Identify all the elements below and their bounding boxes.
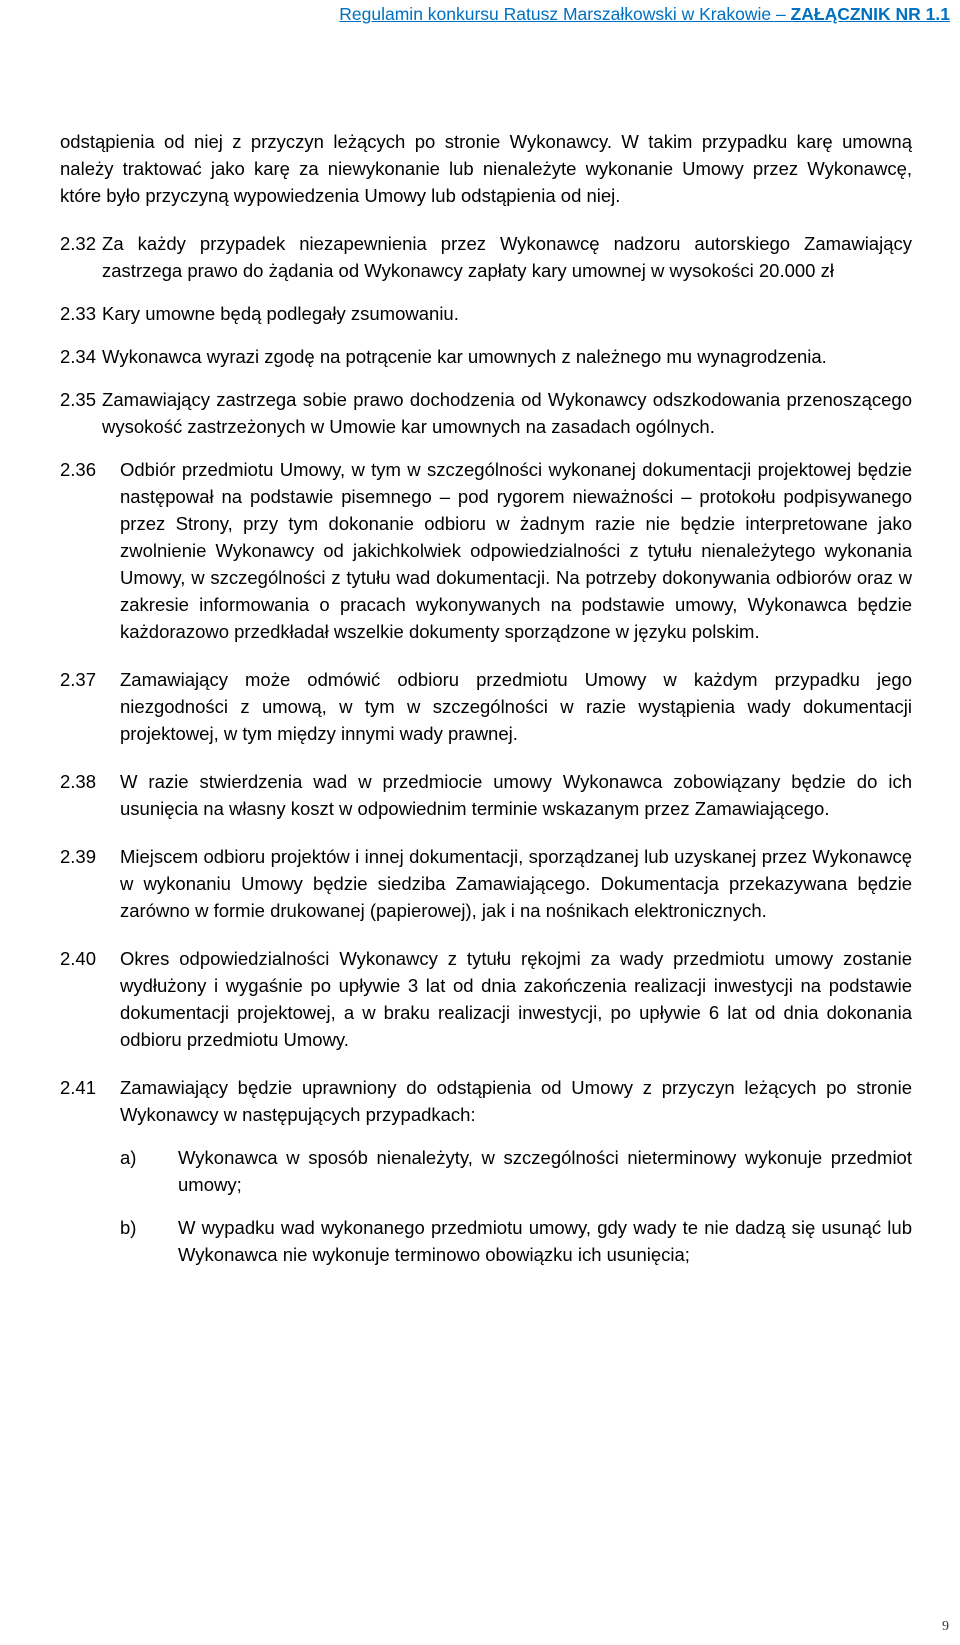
clause-text: Odbiór przedmiotu Umowy, w tym w szczególności wykonanej dokumentacji projektowej będzie następował na podstawie pisemnego – pod rygorem nieważności – protokołu podpisywanego przez Strony, przy tym dokonanie odbioru w żadnym razie nie będzie interpretowane jako zwolnienie Wykonawcy od jakichkolwiek odpowiedzialności z tytułu nienależytego wykonania Umowy, w szczególności z tytułu wad dokumentacji. Na potrzeby dokonywania odbiorów oraz w zakresie informowania o pracach wykonywanych na podstawie umowy, Wykonawca będzie każdorazowo przedkładał wszelkie dokumenty sporządzone w języku polskim.: [120, 459, 912, 642]
subitem-label: a): [120, 1147, 137, 1168]
subitem-label: b): [120, 1217, 137, 1238]
clause-2-40: [60, 945, 912, 1053]
clause-2-36: [60, 456, 912, 645]
clause-number: 2.41: [60, 1077, 97, 1098]
clause-number: 2.35: [60, 389, 97, 410]
clause-text: Okres odpowiedzialności Wykonawcy z tytułu rękojmi za wady przedmiotu umowy zostanie wydłużony i wygaśnie po upływie 3 lat od dnia zakończenia realizacji inwestycji na podstawie dokumentacji projektowej, a w braku realizacji inwestycji, po upływie 6 lat od dnia dokonania odbioru przedmiotu Umowy.: [120, 948, 912, 1050]
subitem-b: [120, 1214, 912, 1268]
page-number: 9: [942, 1619, 949, 1634]
clause-2-34: [60, 343, 912, 370]
clause-number: 2.38: [60, 771, 97, 792]
clause-text: Zamawiający będzie uprawniony do odstąpienia od Umowy z przyczyn leżących po stronie Wykonawcy w następujących przypadkach:: [120, 1077, 912, 1125]
clause-text: W razie stwierdzenia wad w przedmiocie umowy Wykonawca zobowiązany będzie do ich usunięcia na własny koszt w odpowiednim terminie wskazanym przez Zamawiającego.: [120, 771, 912, 819]
subitem-a: [120, 1144, 912, 1198]
subitem-text: Wykonawca w sposób nienależyty, w szczególności nieterminowy wykonuje przedmiot umowy;: [178, 1147, 912, 1195]
page-header: [339, 4, 950, 25]
clause-2-39: [60, 843, 912, 924]
clause-2-38: [60, 768, 912, 822]
clause-2-33: [60, 300, 912, 327]
clause-text: Kary umowne będą podlegały zsumowaniu.: [102, 303, 459, 324]
clause-2-32: [60, 230, 912, 284]
clause-2-41: [60, 1074, 912, 1128]
clause-number: 2.34: [60, 346, 97, 367]
clause-text: Zamawiający może odmówić odbioru przedmiotu Umowy w każdym przypadku jego niezgodności z umową, w tym w szczególności w razie wystąpienia wady dokumentacji projektowej, w tym między innymi wady prawnej.: [120, 669, 912, 744]
clause-text: Wykonawca wyrazi zgodę na potrącenie kar umownych z należnego mu wynagrodzenia.: [102, 346, 827, 367]
clause-2-37: [60, 666, 912, 747]
clause-number: 2.40: [60, 948, 97, 969]
clause-number: 2.37: [60, 669, 97, 690]
header-attachment-label: ZAŁĄCZNIK NR 1.1: [790, 4, 950, 24]
clause-2-35: [60, 386, 912, 440]
clause-number: 2.32: [60, 233, 97, 254]
clause-text: Miejscem odbioru projektów i innej dokumentacji, sporządzanej lub uzyskanej przez Wykonawcę w wykonaniu Umowy będzie siedziba Zamawiającego. Dokumentacja przekazywana będzie zarówno w formie drukowanej (papierowej), jak i na nośnikach elektronicznych.: [120, 846, 912, 921]
clause-number: 2.36: [60, 459, 97, 480]
intro-paragraph: odstąpienia od niej z przyczyn leżących po stronie Wykonawcy. W takim przypadku karę umowną należy traktować jako karę za niewykonanie lub nienależyte wykonanie Umowy przez Wykonawcę, które było przyczyną wypowiedzenia Umowy lub odstąpienia od niej.: [60, 131, 912, 206]
header-title: Regulamin konkursu Ratusz Marszałkowski w Krakowie –: [339, 4, 791, 24]
clause-text: Zamawiający zastrzega sobie prawo dochodzenia od Wykonawcy odszkodowania przenoszącego wysokość zastrzeżonych w Umowie kar umownych na zasadach ogólnych.: [102, 389, 912, 437]
clause-number: 2.39: [60, 846, 97, 867]
clause-number: 2.33: [60, 303, 97, 324]
clause-text: Za każdy przypadek niezapewnienia przez Wykonawcę nadzoru autorskiego Zamawiający zastrzega prawo do żądania od Wykonawcy zapłaty kary umownej w wysokości 20.000 zł: [102, 233, 912, 281]
document-body: [60, 128, 912, 1268]
subitem-text: W wypadku wad wykonanego przedmiotu umowy, gdy wady te nie dadzą się usunąć lub Wykonawca nie wykonuje terminowo obowiązku ich usunięcia;: [178, 1217, 912, 1265]
